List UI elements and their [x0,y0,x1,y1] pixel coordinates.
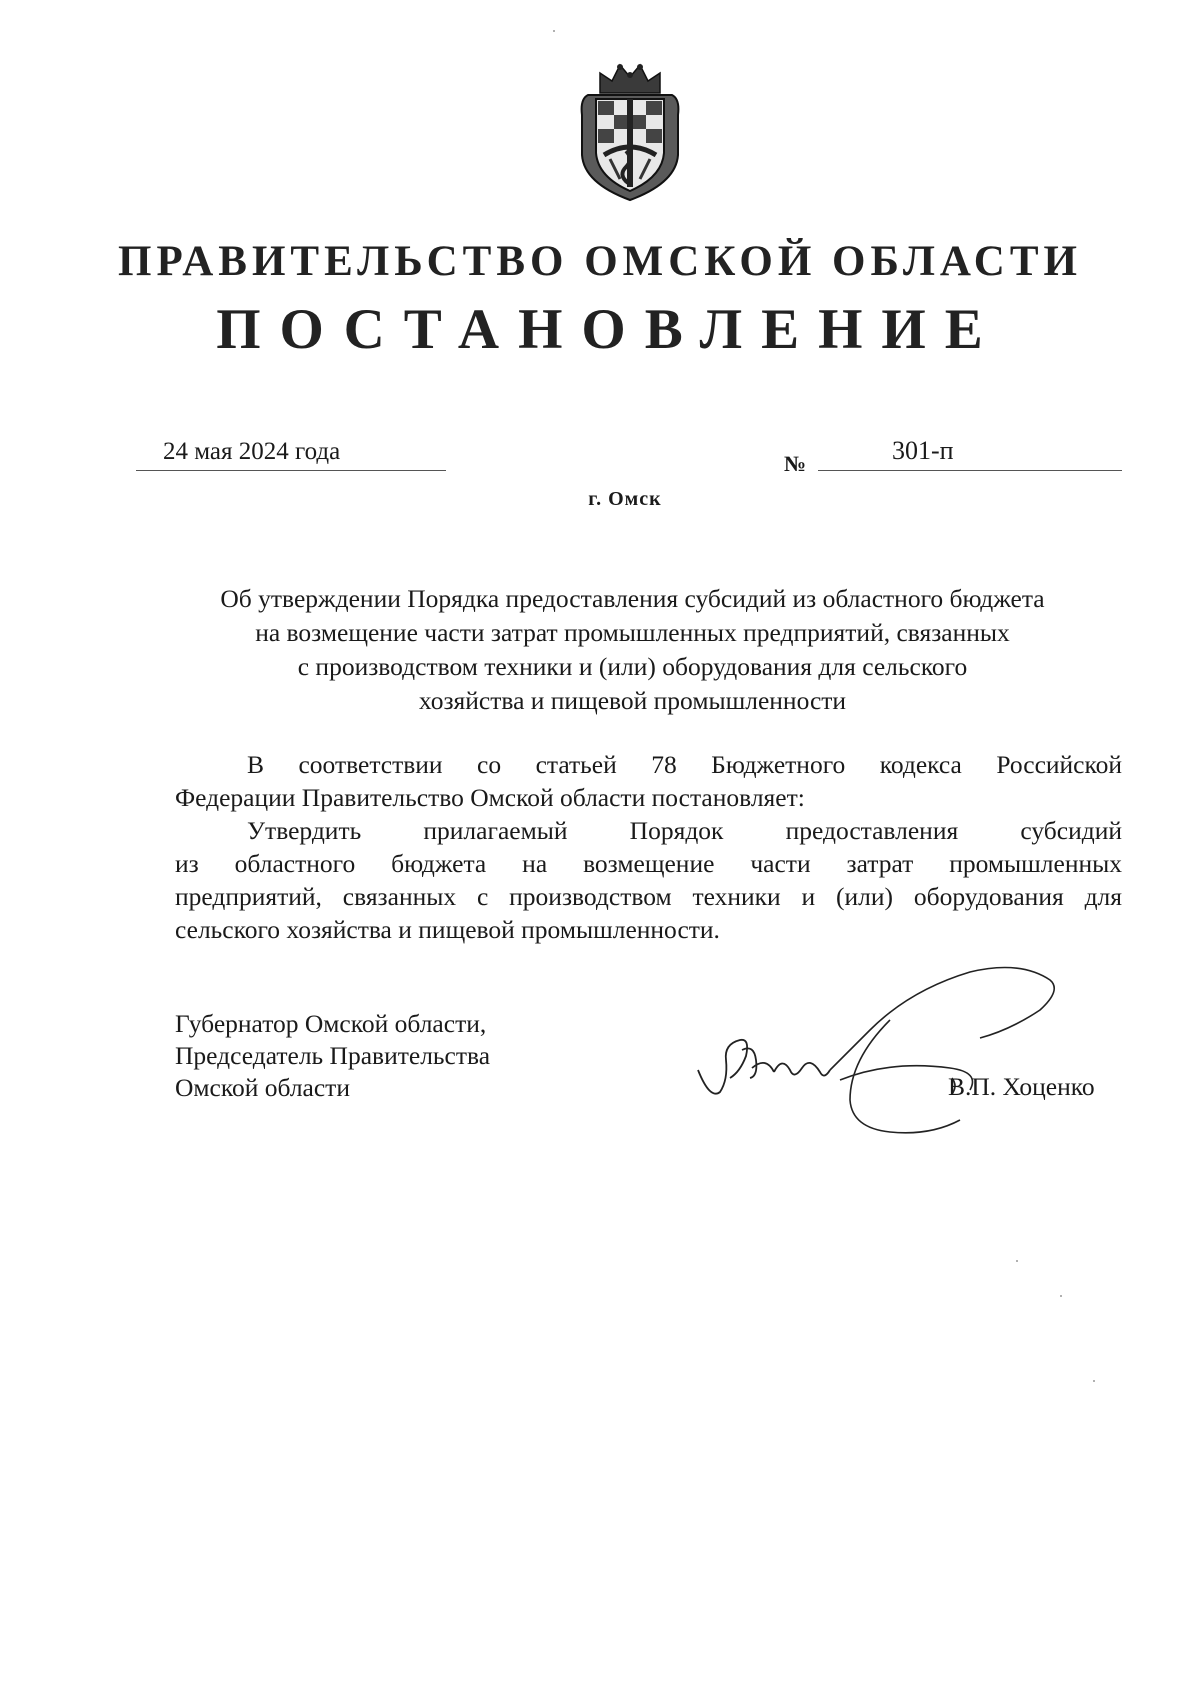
body-line: сельского хозяйства и пищевой промышленности. [175,915,720,944]
document-subject [150,582,1115,718]
body-line: из областного бюджета на возмещение части затрат промышленных [175,849,1122,878]
body-line: Утвердить прилагаемый Порядок предоставления субсидий [247,816,1122,845]
signer-position [175,1008,490,1104]
document-date: 24 мая 2024 года [163,438,341,465]
organization-title: ПРАВИТЕЛЬСТВО ОМСКОЙ ОБЛАСТИ [118,238,1082,285]
body-line: В соответствии со статьей 78 Бюджетного кодекса Российской [247,750,1122,779]
subject-line: на возмещение части затрат промышленных предприятий, связанных [255,618,1010,647]
body-line: Федерации Правительство Омской области постановляет: [175,783,805,812]
number-underline [818,470,1122,471]
body-line: предприятий, связанных с производством техники и (или) оборудования для [175,882,1122,911]
scan-speck [1093,1380,1095,1382]
scan-speck [553,30,555,32]
date-underline [136,470,446,471]
handwritten-signature [690,960,1090,1145]
scan-speck [1060,1295,1062,1297]
number-sign: № [784,451,807,476]
signer-name: В.П. Хоценко [948,1072,1095,1101]
omsk-coat-of-arms-emblem [570,55,690,205]
document-city: г. Омск [588,488,662,510]
signer-position-line: Губернатор Омской области, [175,1009,487,1038]
signer-position-line: Омской области [175,1073,350,1102]
document-body [175,748,1122,946]
document-number: 301-п [892,436,954,465]
subject-line: Об утверждении Порядка предоставления субсидий из областного бюджета [220,584,1045,613]
subject-line: с производством техники и (или) оборудования для сельского [297,652,968,681]
subject-line: хозяйства и пищевой промышленности [418,686,847,715]
signer-position-line: Председатель Правительства [175,1041,491,1070]
document-type-title: ПОСТАНОВЛЕНИЕ [216,298,1002,361]
scan-speck [1016,1260,1018,1262]
